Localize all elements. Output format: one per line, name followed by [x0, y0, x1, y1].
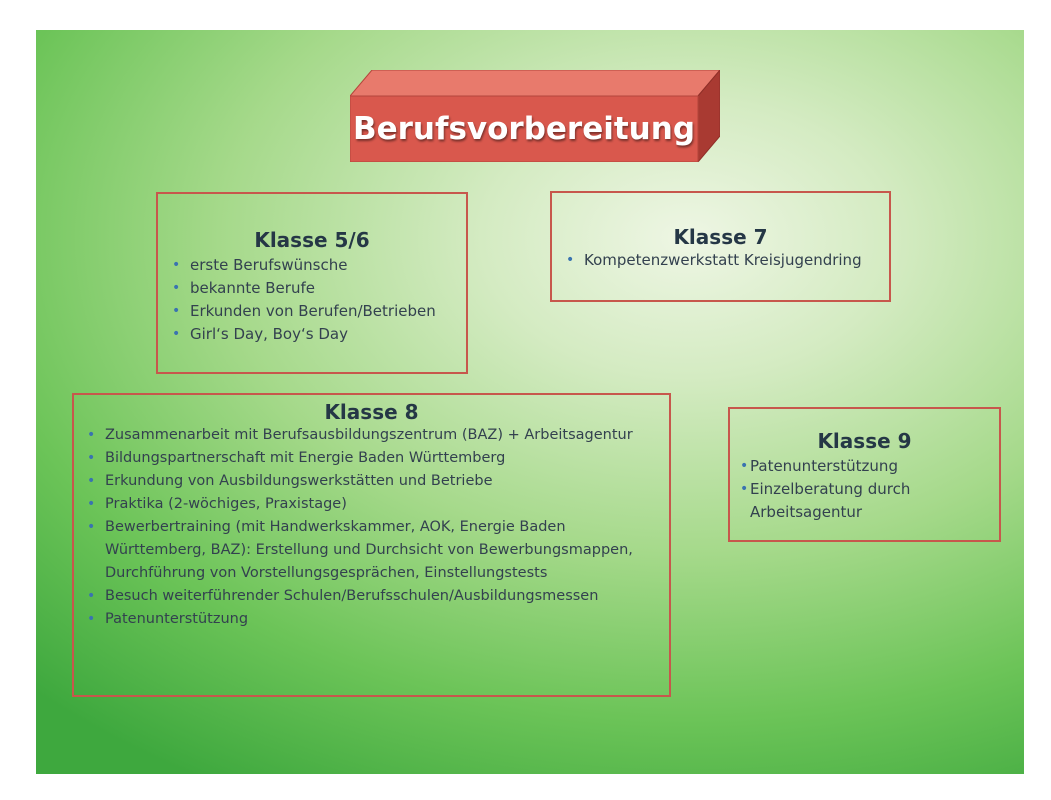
list-item: • bekannte Berufe	[190, 277, 466, 300]
bullet-icon: •	[740, 458, 749, 474]
bullet-icon: •	[172, 326, 181, 342]
title-block	[350, 70, 720, 162]
list-item: • Bewerbertraining (mit Handwerkskammer, AOK, Energie Baden Württemberg, BAZ): Erstellung und Durchsicht von Bewerbungsmappen, Durchführung von Vorstellungsgesprächen, Einstellungstests	[105, 516, 669, 585]
bullet-list	[172, 254, 466, 346]
list-item: • Besuch weiterführender Schulen/Berufsschulen/Ausbildungsmessen	[105, 585, 669, 608]
bullet-icon: •	[566, 252, 575, 268]
box-heading: Klasse 7	[673, 225, 768, 249]
box-heading: Klasse 9	[817, 429, 912, 453]
page-title: Berufsvorbereitung	[352, 111, 696, 147]
bullet-icon: •	[87, 427, 96, 443]
bullet-icon: •	[87, 473, 96, 489]
bullet-icon: •	[87, 611, 96, 627]
bullet-icon: •	[172, 280, 181, 296]
bullet-list	[740, 455, 999, 524]
box-klasse-7	[550, 191, 891, 302]
box-klasse-8	[72, 393, 671, 697]
bullet-icon: •	[87, 450, 96, 466]
list-item: • Kompetenzwerkstatt Kreisjugendring	[584, 249, 889, 272]
list-item: • Einzelberatung durch Arbeitsagentur	[740, 480, 911, 521]
list-item: • Erkundung von Ausbildungswerkstätten und Betriebe	[105, 470, 669, 493]
bullet-list	[87, 424, 669, 631]
list-item: • Zusammenarbeit mit Berufsausbildungszentrum (BAZ) + Arbeitsagentur	[105, 424, 669, 447]
list-item: • Patenunterstützung	[750, 455, 999, 478]
list-item: • Girl‘s Day, Boy‘s Day	[190, 323, 466, 346]
box-klasse-9	[728, 407, 1001, 542]
bullet-icon: •	[172, 257, 181, 273]
list-item: • Patenunterstützung	[105, 608, 669, 631]
bullet-list	[566, 249, 889, 272]
bullet-icon: •	[87, 496, 96, 512]
list-item: • Erkunden von Berufen/Betrieben	[190, 300, 466, 323]
bullet-icon: •	[172, 303, 181, 319]
bullet-icon: •	[87, 588, 96, 604]
list-item: • erste Berufswünsche	[190, 254, 466, 277]
box-heading: Klasse 5/6	[254, 228, 370, 252]
box-heading: Klasse 8	[324, 400, 419, 424]
bullet-icon: •	[87, 519, 96, 535]
list-item: • Bildungspartnerschaft mit Energie Baden Württemberg	[105, 447, 669, 470]
box-klasse-5-6	[156, 192, 468, 374]
list-item: • Praktika (2-wöchiges, Praxistage)	[105, 493, 669, 516]
bullet-icon: •	[740, 481, 749, 497]
